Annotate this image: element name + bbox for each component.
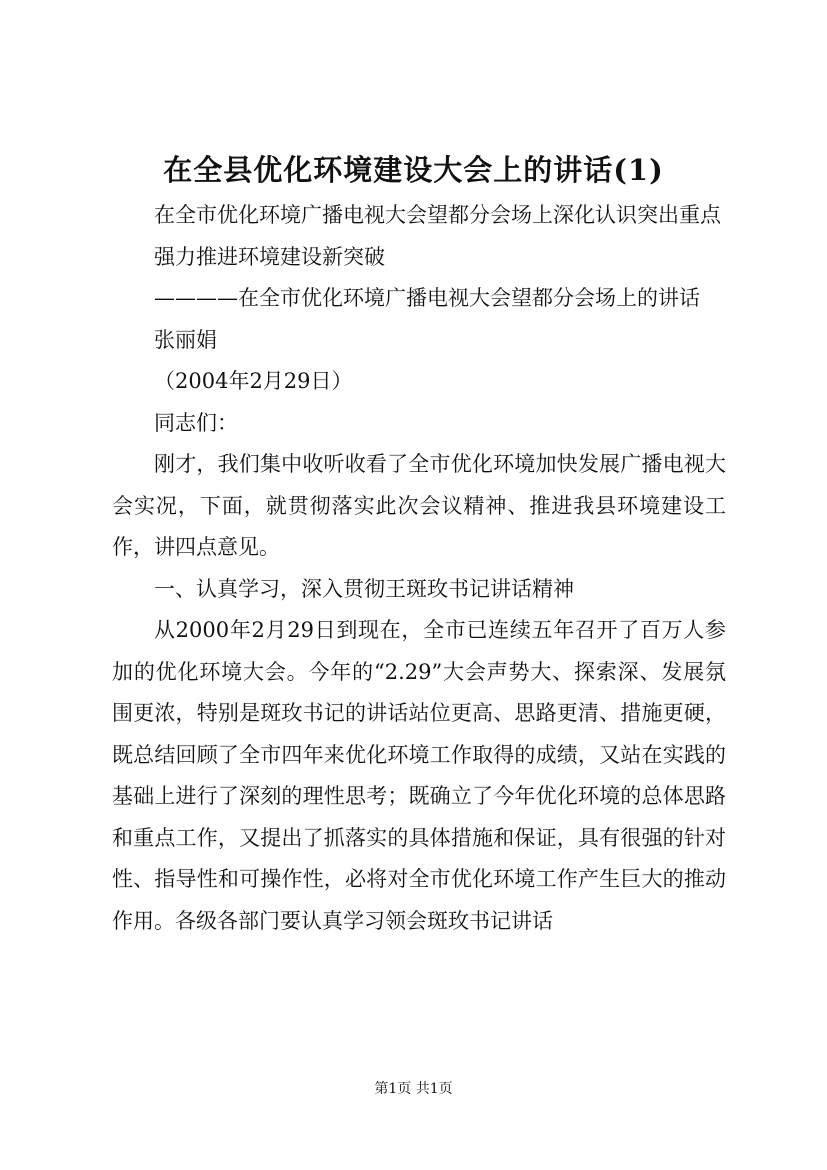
page-footer: 第1页 共1页: [374, 1081, 453, 1097]
document-title: 在全县优化环境建设大会上的讲话(1): [163, 153, 664, 187]
document-body: [112, 195, 726, 942]
paragraph-author: 张丽娟: [154, 327, 217, 352]
paragraph-subtitle-2: 强力推进环境建设新突破: [154, 244, 385, 269]
paragraph-section-heading-1: 一、认真学习，深入贯彻王斑玫书记讲话精神: [154, 576, 574, 601]
paragraph-intro: 刚才，我们集中收听收看了全市优化环境加快发展广播电视大会实况，下面，就贯彻落实此次会议精神、推进我县环境建设工作，讲四点意见。: [112, 452, 726, 559]
paragraph-subtitle-3: ————在全市优化环境广播电视大会望都分会场上的讲话: [154, 286, 700, 310]
paragraph-date: （2004年2月29日）: [154, 369, 353, 393]
paragraph-subtitle-1: 在全市优化环境广播电视大会望都分会场上深化认识突出重点: [154, 203, 721, 227]
paragraph-section-1-body: 从2000年2月29日到现在，全市已连续五年召开了百万人参加的优化环境大会。今年的“2.29”大会声势大、探索深、发展氛围更浓，特别是斑玫书记的讲话站位更高、思路更清、措施更硬，既总结回顾了全市四年来优化环境工作取得的成绩，又站在实践的基础上进行了深刻的理性思考；既确立了今年优化环境的总体思路和重点工作，又提出了抓落实的具体措施和保证，具有很强的针对性、指导性和可操作性，必将对全市优化环境工作产生巨大的推动作用。各级各部门要认真学习领会斑玫书记讲话: [112, 618, 726, 933]
paragraph-salutation: 同志们：: [154, 410, 238, 435]
